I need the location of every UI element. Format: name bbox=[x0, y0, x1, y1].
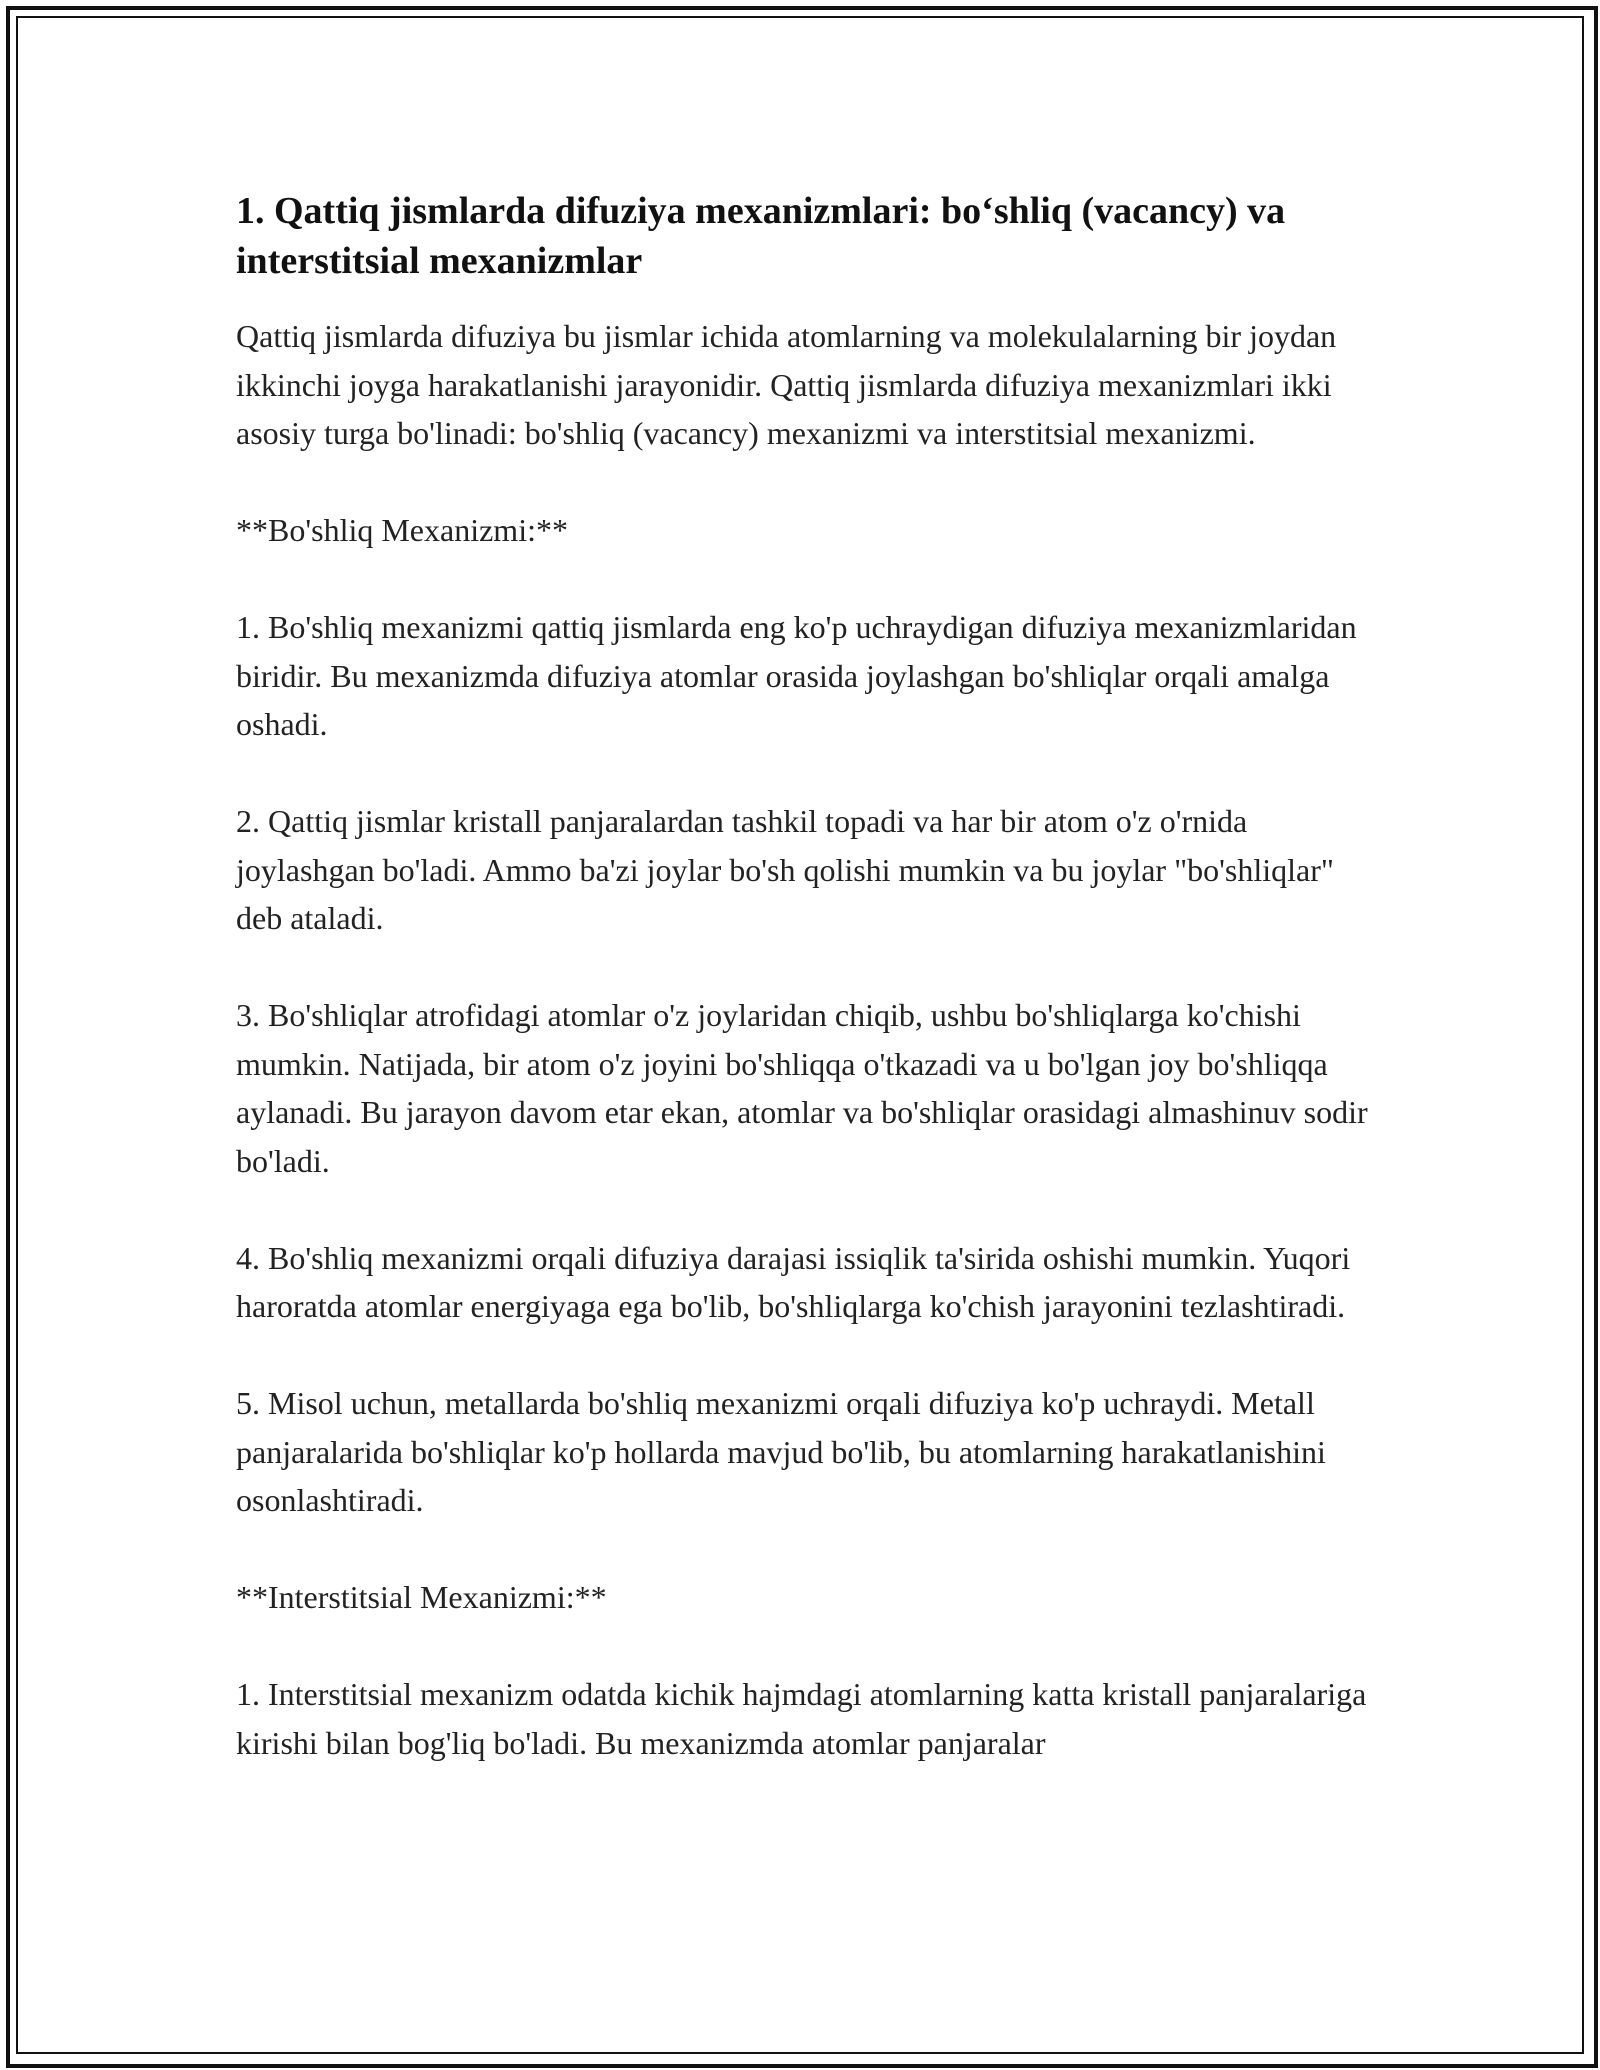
vacancy-point-4: 4. Bo'shliq mexanizmi orqali difuziya darajasi issiqlik ta'sirida oshishi mumkin. Yuqori haroratda atomlar energiyaga ega bo'lib, bo'shliqlarga ko'chish jarayonini tezlashtiradi. bbox=[236, 1239, 1351, 1324]
document-title: 1. Qattiq jismlarda difuziya mexanizmlari: bo‘shliq (vacancy) va interstitsial mexanizmlar bbox=[236, 190, 1286, 282]
interstitial-point-1: 1. Interstitsial mexanizm odatda kichik hajmdagi atomlarning katta kristall panjaralariga kirishi bilan bog'liq bo'ladi. Bu mexanizmda atomlar panjaralar bbox=[236, 1676, 1367, 1761]
document-body bbox=[236, 186, 1376, 1816]
vacancy-point-5: 5. Misol uchun, metallarda bo'shliq mexanizmi orqali difuziya ko'p uchraydi. Metall panjaralarida bo'shliqlar ko'p hollarda mavjud bo'lib, bu atomlarning harakatlanishini osonlashtiradi. bbox=[236, 1385, 1326, 1518]
vacancy-point-3: 3. Bo'shliqlar atrofidagi atomlar o'z joylaridan chiqib, ushbu bo'shliqlarga ko'chishi mumkin. Natijada, bir atom o'z joyini bo'shliqqa o'tkazadi va u bo'lgan joy bo'shliqqa aylanadi. Bu jarayon davom etar ekan, atomlar va bo'shliqlar orasidagi almashinuv sodir bo'ladi. bbox=[236, 997, 1368, 1179]
section-heading-vacancy: **Bo'shliq Mexanizmi:** bbox=[236, 512, 568, 548]
section-heading-interstitial: **Interstitsial Mexanizmi:** bbox=[236, 1579, 607, 1615]
intro-paragraph: Qattiq jismlarda difuziya bu jismlar ichida atomlarning va molekulalarning bir joydan ikkinchi joyga harakatlanishi jarayonidir. Qattiq jismlarda difuziya mexanizmlari ikki asosiy turga bo'linadi: bo'shliq (vacancy) mexanizmi va interstitsial mexanizmi. bbox=[236, 318, 1337, 451]
vacancy-point-1: 1. Bo'shliq mexanizmi qattiq jismlarda eng ko'p uchraydigan difuziya mexanizmlaridan biridir. Bu mexanizmda difuziya atomlar orasida joylashgan bo'shliqlar orqali amalga oshadi. bbox=[236, 609, 1357, 742]
vacancy-point-2: 2. Qattiq jismlar kristall panjaralardan tashkil topadi va har bir atom o'z o'rnida joylashgan bo'ladi. Ammo ba'zi joylar bo'sh qolishi mumkin va bu joylar "bo'shliqlar" deb ataladi. bbox=[236, 803, 1334, 936]
